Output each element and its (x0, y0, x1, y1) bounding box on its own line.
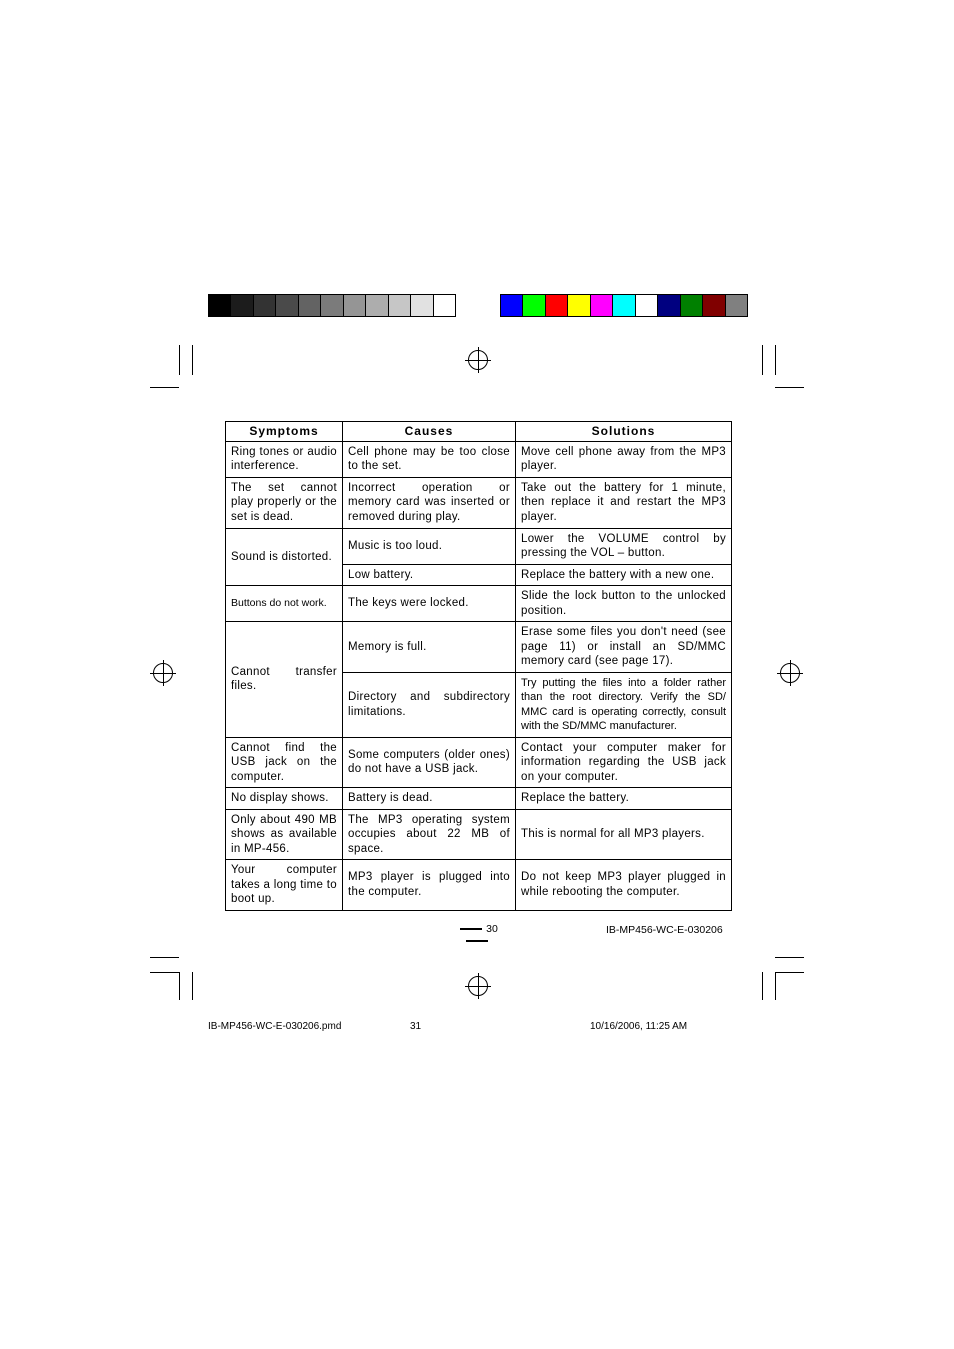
crop-mark (179, 972, 180, 1000)
header-symptoms: Symptoms (226, 422, 343, 442)
registration-mark-icon (465, 973, 491, 999)
table-row (226, 737, 732, 788)
color-swatch (613, 295, 635, 316)
symptom-cell: Ring tones or audio interference. (226, 441, 343, 477)
symptom-cell: Buttons do not work. (226, 586, 343, 622)
registration-mark-icon (777, 660, 803, 686)
crop-mark (150, 387, 179, 388)
solution-cell: This is normal for all MP3 players. (516, 809, 732, 860)
color-swatch (568, 295, 590, 316)
symptom-cell: The set cannot play properly or the set is dead. (226, 477, 343, 528)
crop-mark (150, 972, 179, 973)
color-swatch (434, 295, 455, 316)
file-name: IB-MP456-WC-E-030206.pmd (208, 1021, 342, 1032)
gray-scale-bar (208, 294, 456, 317)
color-swatch (411, 295, 433, 316)
color-swatch (658, 295, 680, 316)
table-header-row (226, 422, 732, 442)
solution-cell: Try putting the files into a folder rather than the root directory. Verify the SD/ MMC card is operating correctly, consult with the SD/MMC manufacturer. (516, 672, 732, 737)
color-swatch (703, 295, 725, 316)
solution-cell: Replace the battery. (516, 788, 732, 810)
solution-cell: Move cell phone away from the MP3 player. (516, 441, 732, 477)
table-row (226, 528, 732, 564)
cause-cell: MP3 player is plugged into the computer. (343, 860, 516, 911)
crop-mark (775, 972, 776, 1000)
crop-mark (775, 972, 804, 973)
solution-cell: Lower the VOLUME control by pressing the VOL – button. (516, 528, 732, 564)
table-row (226, 788, 732, 810)
table-row (226, 441, 732, 477)
solution-cell: Take out the battery for 1 minute, then replace it and restart the MP3 player. (516, 477, 732, 528)
color-swatch (231, 295, 253, 316)
table-row (226, 860, 732, 911)
crop-mark (192, 972, 193, 1000)
solution-cell: Slide the lock button to the unlocked position. (516, 586, 732, 622)
color-swatch (366, 295, 388, 316)
crop-mark (775, 957, 804, 958)
table-row (226, 622, 732, 673)
dash-decoration (466, 940, 488, 942)
crop-mark (775, 345, 776, 375)
color-swatch (254, 295, 276, 316)
crop-mark (192, 345, 193, 375)
cause-cell: Memory is full. (343, 622, 516, 673)
solution-cell: Contact your computer maker for information regarding the USB jack on your computer. (516, 737, 732, 788)
cause-cell: Incorrect operation or memory card was inserted or removed during play. (343, 477, 516, 528)
symptom-cell: Your computer takes a long time to boot up. (226, 860, 343, 911)
color-swatch (636, 295, 658, 316)
cause-cell: The keys were locked. (343, 586, 516, 622)
cause-cell: The MP3 operating system occupies about 22 MB of space. (343, 809, 516, 860)
symptom-cell: Only about 490 MB shows as available in MP-456. (226, 809, 343, 860)
sheet-number: 31 (410, 1021, 422, 1032)
symptom-cell: Cannot transfer files. (226, 622, 343, 738)
registration-mark-icon (465, 347, 491, 373)
header-causes: Causes (343, 422, 516, 442)
cause-cell: Battery is dead. (343, 788, 516, 810)
table-row (226, 809, 732, 860)
crop-mark (150, 957, 179, 958)
color-swatch (546, 295, 568, 316)
page-number (443, 923, 511, 947)
crop-mark (775, 387, 804, 388)
color-swatch (681, 295, 703, 316)
header-solutions: Solutions (516, 422, 732, 442)
color-swatch (389, 295, 411, 316)
crop-mark (762, 345, 763, 375)
color-swatch (209, 295, 231, 316)
color-swatch (299, 295, 321, 316)
cause-cell: Directory and subdirectory limitations. (343, 672, 516, 737)
registration-mark-icon (150, 660, 176, 686)
doc-code: IB-MP456-WC-E-030206 (606, 924, 723, 936)
color-bar (500, 294, 748, 317)
color-swatch (276, 295, 298, 316)
solution-cell: Replace the battery with a new one. (516, 564, 732, 586)
cause-cell: Some computers (older ones) do not have a USB jack. (343, 737, 516, 788)
solution-cell: Erase some files you don't need (see page 11) or install an SD/MMC memory card (see page 17). (516, 622, 732, 673)
symptom-cell: No display shows. (226, 788, 343, 810)
page-number-text: 30 (486, 923, 498, 935)
table-row (226, 586, 732, 622)
cause-cell: Music is too loud. (343, 528, 516, 564)
solution-cell: Do not keep MP3 player plugged in while rebooting the computer. (516, 860, 732, 911)
cause-cell: Cell phone may be too close to the set. (343, 441, 516, 477)
color-swatch (344, 295, 366, 316)
cause-cell: Low battery. (343, 564, 516, 586)
timestamp: 10/16/2006, 11:25 AM (590, 1021, 688, 1032)
color-swatch (501, 295, 523, 316)
crop-mark (762, 972, 763, 1000)
color-swatch (726, 295, 747, 316)
color-swatch (591, 295, 613, 316)
crop-mark (179, 345, 180, 375)
color-swatch (523, 295, 545, 316)
symptom-cell: Sound is distorted. (226, 528, 343, 586)
table-row (226, 477, 732, 528)
troubleshooting-table (225, 421, 732, 911)
dash-decoration (460, 928, 482, 930)
color-swatch (321, 295, 343, 316)
symptom-cell: Cannot find the USB jack on the computer. (226, 737, 343, 788)
